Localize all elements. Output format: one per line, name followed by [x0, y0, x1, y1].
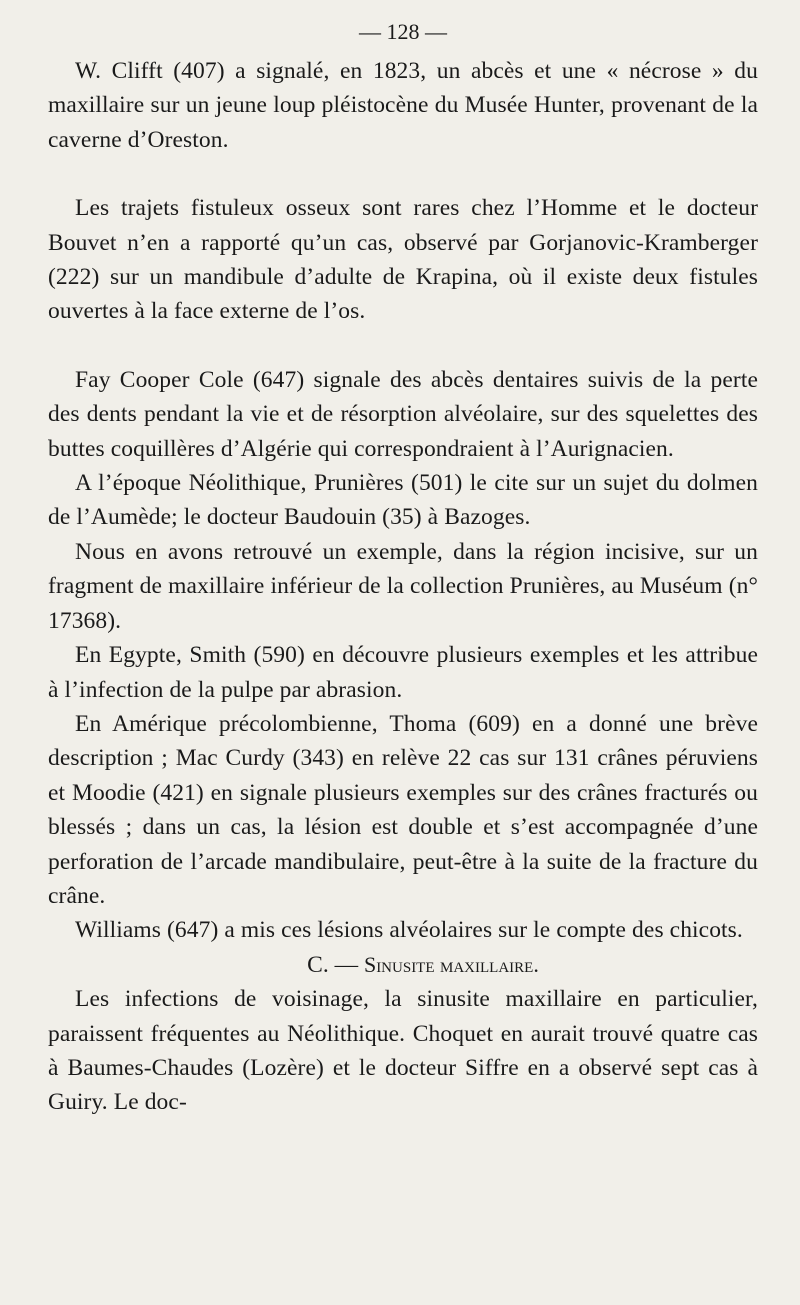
section-heading-letter: C. — — [307, 951, 359, 978]
paragraph-sinusite: Les infections de voisinage, la sinusite maxillaire en particulier, paraissent fréquentes au Néolithique. Choquet en aurait trouvé quatre cas à Baumes-Chaudes (Lozère) et le docteur Siffre en a observé sept cas à Guiry. Le doc- — [48, 986, 758, 1116]
section-heading — [48, 948, 758, 982]
paragraph-fistules: Les trajets fistuleux osseux sont rares chez l’Homme et le docteur Bouvet n’en a rapporté qu’un cas, observé par Gorjanovic-Kramberger (222) sur un mandibule d’adulte de Krapina, où il existe deux fistules ouvertes à la face externe de l’os. — [48, 195, 758, 325]
section-heading-title: Sinusite maxillaire. — [363, 951, 539, 977]
page-number: — 128 — — [359, 19, 447, 44]
paragraph-amerique: En Amérique précolombienne, Thoma (609) en a donné une brève description ; Mac Curdy (343) en relève 22 cas sur 131 crânes péruviens et Moodie (421) en signale plusieurs exemples sur des crânes fracturés ou blessés ; dans un cas, la lésion est double et s’est accompagnée d’une perforation de l’arcade mandibulaire, peut-être à la suite de la fracture du crâne. — [48, 710, 758, 909]
paragraph-clifft: W. Clifft (407) a signalé, en 1823, un abcès et une « nécrose » du maxillaire sur un jeune loup pléistocène du Musée Hunter, provenant de la caverne d’Oreston. — [48, 58, 758, 153]
paragraph-muséum: Nous en avons retrouvé un exemple, dans la région incisive, sur un fragment de maxillaire inférieur de la collection Prunières, au Muséum (n° 17368). — [48, 538, 758, 634]
paragraph-neolithique: A l’époque Néolithique, Prunières (501) le cite sur un sujet du dolmen de l’Aumède; le docteur Baudouin (35) à Bazoges. — [48, 470, 758, 531]
paragraph-williams: Williams (647) a mis ces lésions alvéolaires sur le compte des chicots. — [75, 917, 743, 944]
paragraph-cole: Fay Cooper Cole (647) signale des abcès dentaires suivis de la perte des dents pendant la vie et de résorption alvéolaire, sur des squelettes des buttes coquillères d’Algérie qui correspondraient à l’Aurignacien. — [48, 366, 758, 462]
paragraph-egypte: En Egypte, Smith (590) en découvre plusieurs exemples et les attribue à l’infection de la pulpe par abrasion. — [48, 642, 758, 703]
